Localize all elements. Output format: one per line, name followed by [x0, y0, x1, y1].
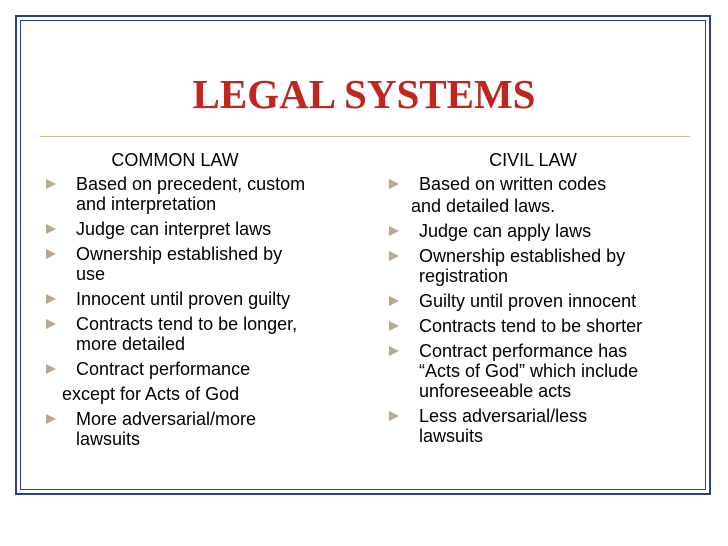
list-item-line: unforeseeable acts	[419, 381, 572, 401]
triangle-bullet-icon	[389, 296, 399, 306]
list-item	[40, 359, 360, 379]
triangle-bullet-icon	[46, 224, 56, 234]
list-item-line: lawsuits	[419, 426, 484, 446]
list-item-line: More adversarial/more	[76, 409, 257, 429]
list-item-line: “Acts of God” which include	[419, 361, 639, 381]
list-item-line: and interpretation	[76, 194, 217, 214]
list-item-line: use	[76, 264, 106, 284]
triangle-bullet-icon	[46, 249, 56, 259]
slide-title: LEGAL SYSTEMS	[192, 71, 536, 117]
list-item-continuation: and detailed laws.	[411, 196, 556, 216]
list-item	[383, 221, 703, 241]
civil-law-column	[383, 150, 703, 451]
triangle-bullet-icon	[46, 414, 56, 424]
triangle-bullet-icon	[46, 364, 56, 374]
title-divider	[40, 136, 690, 137]
list-item-line: Innocent until proven guilty	[76, 289, 291, 309]
triangle-bullet-icon	[389, 179, 399, 189]
list-item-line: registration	[419, 266, 509, 286]
list-item	[40, 409, 360, 449]
triangle-bullet-icon	[46, 319, 56, 329]
list-item	[383, 174, 703, 194]
list-item-line: Less adversarial/less	[419, 406, 588, 426]
triangle-bullet-icon	[46, 179, 56, 189]
triangle-bullet-icon	[389, 321, 399, 331]
civil-law-heading: CIVIL LAW	[489, 150, 577, 170]
common-law-heading: COMMON LAW	[111, 150, 239, 170]
list-item-line: Judge can apply laws	[419, 221, 592, 241]
common-law-column	[40, 150, 360, 454]
triangle-bullet-icon	[389, 251, 399, 261]
triangle-bullet-icon	[389, 346, 399, 356]
list-item-line: more detailed	[76, 334, 186, 354]
list-item	[40, 314, 360, 354]
list-item	[383, 291, 703, 311]
list-item-line: Ownership established by	[76, 244, 283, 264]
triangle-bullet-icon	[46, 294, 56, 304]
list-item	[383, 341, 703, 401]
list-item-line: lawsuits	[76, 429, 141, 449]
list-item-line: Based on written codes	[419, 174, 607, 194]
list-item-line: Contracts tend to be longer,	[76, 314, 298, 334]
list-item	[40, 219, 360, 239]
list-item-line: Guilty until proven innocent	[419, 291, 637, 311]
triangle-bullet-icon	[389, 411, 399, 421]
list-item	[383, 316, 703, 336]
list-item-line: Ownership established by	[419, 246, 626, 266]
list-item	[383, 406, 703, 446]
list-item	[40, 244, 360, 284]
list-item-continuation: except for Acts of God	[62, 384, 240, 404]
list-item	[40, 174, 360, 214]
list-item-line: Contracts tend to be shorter	[419, 316, 643, 336]
list-item	[40, 289, 360, 309]
list-item-line: Contract performance has	[419, 341, 628, 361]
list-item-line: Judge can interpret laws	[76, 219, 272, 239]
list-item-line: Contract performance	[76, 359, 251, 379]
list-item	[383, 246, 703, 286]
list-item-line: Based on precedent, custom	[76, 174, 306, 194]
triangle-bullet-icon	[389, 226, 399, 236]
